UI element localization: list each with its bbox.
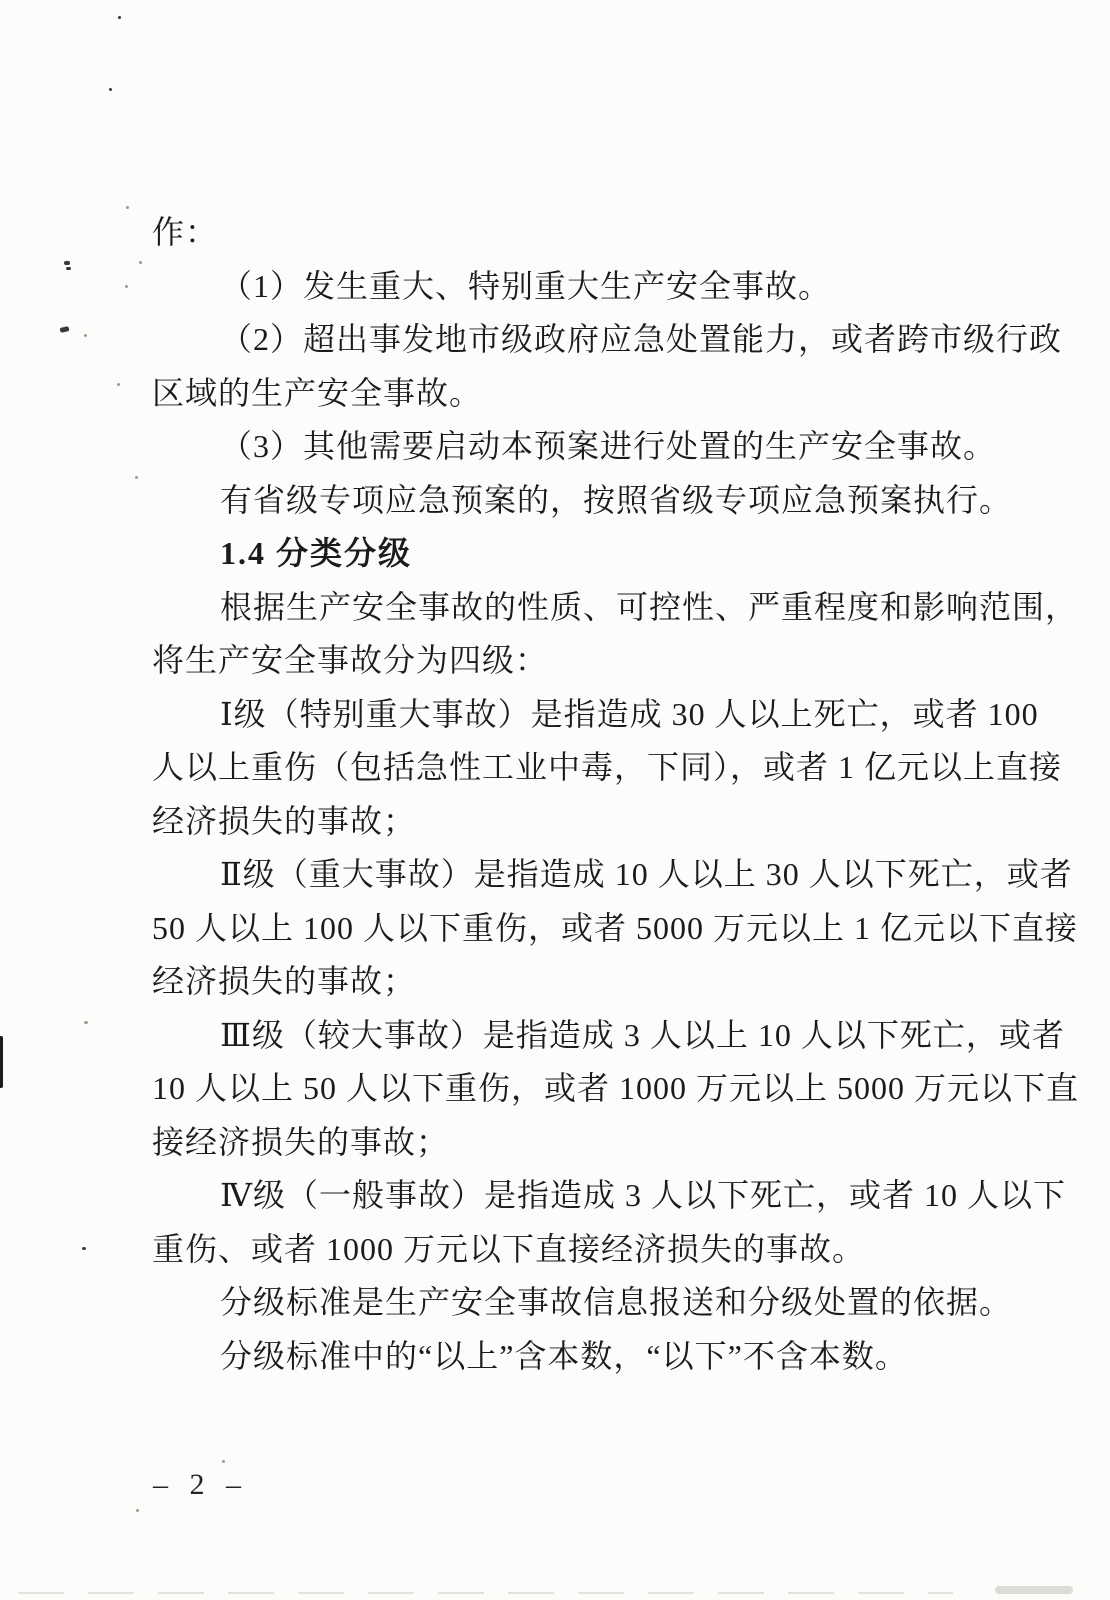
text-line: Ⅲ级（较大事故）是指造成 3 人以上 10 人以下死亡，或者 [220, 1016, 1065, 1053]
scan-edge-artifact [0, 1036, 3, 1088]
text-line: 分级标准中的“以上”含本数，“以下”不含本数。 [220, 1337, 908, 1374]
scan-speck [66, 267, 71, 270]
scan-speck [117, 383, 120, 386]
text-line: （3）其他需要启动本预案进行处置的生产安全事故。 [220, 428, 997, 464]
text-line: （1）发生重大、特别重大生产安全事故。 [220, 267, 832, 304]
text-line: Ⅰ级（特别重大事故）是指造成 30 人以上死亡，或者 100 [220, 695, 1039, 732]
scan-speck [64, 261, 70, 265]
page-number: – 2 – [153, 1468, 248, 1501]
scan-speck [84, 334, 87, 337]
text-line: 经济损失的事故； [152, 802, 417, 839]
scan-speck [118, 16, 121, 19]
scan-bottom-smudge [995, 1586, 1073, 1594]
scan-speck [82, 1247, 86, 1250]
scan-speck [139, 261, 142, 264]
scan-speck [60, 326, 70, 333]
text-line: 人以上重伤（包括急性工业中毒，下同），或者 1 亿元以上直接 [152, 749, 1063, 785]
scan-speck [222, 1460, 225, 1463]
text-line: 区域的生产安全事故。 [152, 374, 483, 411]
scan-bottom-line [18, 1592, 953, 1594]
scan-speck [109, 88, 112, 91]
text-line: Ⅱ级（重大事故）是指造成 10 人以上 30 人以下死亡，或者 [220, 856, 1073, 892]
text-line: Ⅳ级（一般事故）是指造成 3 人以下死亡，或者 10 人以下 [220, 1177, 1066, 1213]
text-line: 将生产安全事故分为四级： [152, 642, 549, 678]
scan-speck [135, 476, 138, 479]
section-heading: 1.4 分类分级 [220, 535, 413, 571]
document-body [152, 206, 1080, 1383]
text-line: （2）超出事发地市级政府应急处置能力，或者跨市级行政 [220, 321, 1063, 357]
text-line: 作： [152, 214, 219, 250]
text-line: 分级标准是生产安全事故信息报送和分级处置的依据。 [220, 1284, 1013, 1320]
text-line: 重伤、或者 1000 万元以下直接经济损失的事故。 [152, 1230, 866, 1267]
text-line: 经济损失的事故； [152, 963, 417, 999]
text-line: 有省级专项应急预案的，按照省级专项应急预案执行。 [220, 481, 1013, 518]
scan-speck [126, 206, 129, 209]
text-line: 根据生产安全事故的性质、可控性、严重程度和影响范围， [220, 588, 1079, 625]
scan-speck [84, 1021, 88, 1024]
text-line: 10 人以上 50 人以下重伤，或者 1000 万元以上 5000 万元以下直 [152, 1070, 1080, 1106]
text-line: 50 人以上 100 人以下重伤，或者 5000 万元以上 1 亿元以下直接 [152, 909, 1079, 946]
scan-speck [125, 285, 128, 288]
scan-speck [136, 1509, 139, 1512]
text-line: 接经济损失的事故； [152, 1123, 450, 1160]
